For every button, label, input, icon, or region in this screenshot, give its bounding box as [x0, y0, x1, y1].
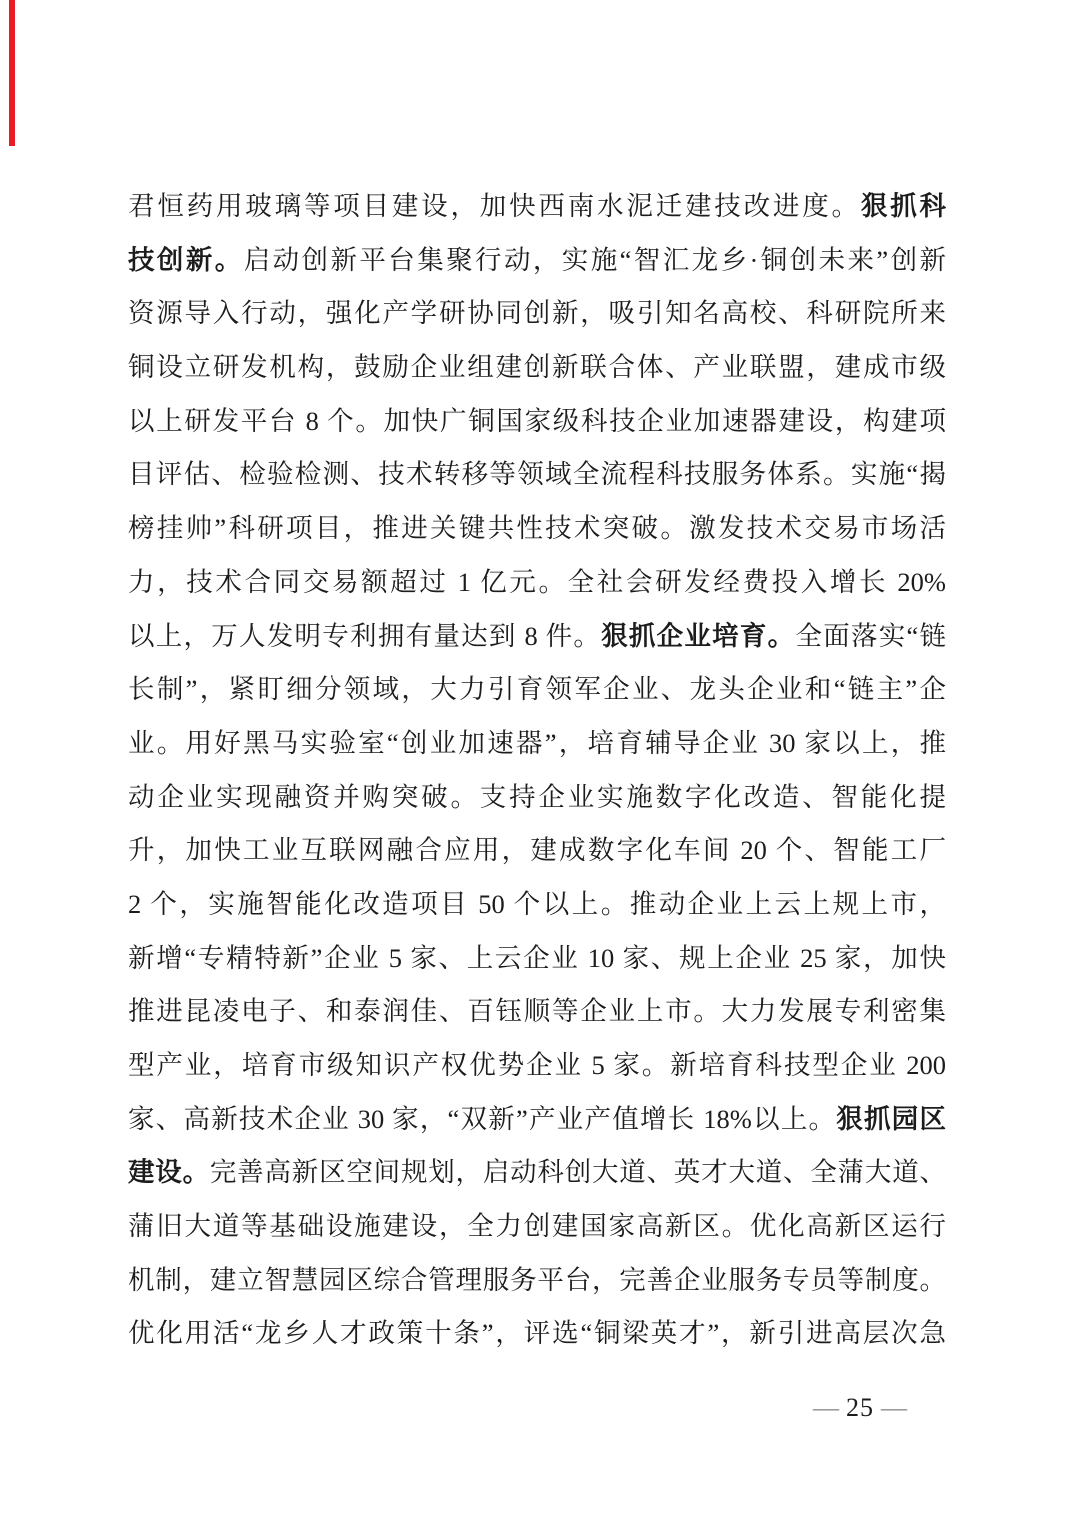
text-run: 业。用好黑马实验室“创业加速器”，培育辅导企业 30 家以上，推 [128, 727, 946, 758]
text-run: 以上，万人发明专利拥有量达到 8 件。 [128, 620, 602, 651]
text-run: 力，技术合同交易额超过 1 亿元。全社会研发经费投入增长 20% [128, 566, 946, 597]
text-run: 资源导入行动，强化产学研协同创新，吸引知名高校、科研院所来 [128, 298, 946, 329]
text-run: 君恒药用玻璃等项目建设，加快西南水泥迁建技改进度。 [128, 191, 861, 221]
text-line [128, 180, 946, 234]
text-run: 家、高新技术企业 30 家，“双新”产业产值增长 18%以上。 [128, 1103, 837, 1134]
text-line [128, 1307, 946, 1361]
text-line [128, 1093, 946, 1147]
text-run: 长制”，紧盯细分领域，大力引育领军企业、龙头企业和“链主”企 [128, 674, 946, 705]
page-footer [798, 1388, 922, 1428]
bold-heading-run: 狠抓科 [860, 191, 947, 221]
text-line [128, 771, 946, 825]
text-run: 2 个，实施智能化改造项目 50 个以上。推动企业上云上规上市， [128, 888, 946, 919]
text-run: 动企业实现融资并购突破。支持企业实施数字化改造、智能化提 [128, 781, 946, 812]
text-line [128, 663, 946, 717]
text-line [128, 824, 946, 878]
text-run: 蒲旧大道等基础设施建设，全力创建国家高新区。优化高新区运行 [128, 1211, 946, 1242]
text-run: 新增“专精特新”企业 5 家、上云企业 10 家、规上企业 25 家，加快 [128, 942, 946, 973]
text-run: 优化用活“龙乡人才政策十条”，评选“铜梁英才”，新引进高层次急 [128, 1318, 946, 1349]
text-line [128, 341, 946, 395]
text-line [128, 395, 946, 449]
bold-heading-run: 技创新。 [128, 244, 244, 275]
text-run: 榜挂帅”科研项目，推进关键共性技术突破。激发技术交易市场活 [128, 513, 946, 544]
text-run: 完善高新区空间规划，启动科创大道、英才大道、全蒲大道、 [209, 1157, 947, 1188]
text-run: 型产业，培育市级知识产权优势企业 5 家。新培育科技型企业 200 [128, 1050, 946, 1080]
text-line [128, 1039, 946, 1093]
text-line [128, 985, 946, 1039]
bold-heading-run: 建设。 [128, 1157, 210, 1188]
text-line [128, 1146, 946, 1200]
text-line [128, 610, 946, 664]
text-run: 铜设立研发机构，鼓励企业组建创新联合体、产业联盟，建成市级 [128, 352, 946, 383]
red-margin-mark [9, 0, 15, 146]
text-run: 目评估、检验检测、技术转移等领域全流程科技服务体系。实施“揭 [128, 459, 946, 490]
text-run: 启动创新平台集聚行动，实施“智汇龙乡·铜创未来”创新 [243, 244, 947, 275]
text-line [128, 556, 946, 610]
text-run: 推进昆凌电子、和泰润佳、百钰顺等企业上市。大力发展专利密集 [128, 996, 946, 1027]
text-run: 升，加快工业互联网融合应用，建成数字化车间 20 个、智能工厂 [128, 835, 946, 866]
text-line [128, 1254, 946, 1308]
text-line [128, 1200, 946, 1254]
document-body [128, 180, 946, 1361]
text-line [128, 717, 946, 771]
text-line [128, 234, 946, 288]
text-line [128, 878, 946, 932]
text-line [128, 287, 946, 341]
text-run: 机制，建立智慧园区综合管理服务平台，完善企业服务专员等制度。 [128, 1264, 946, 1295]
text-run: 以上研发平台 8 个。加快广铜国家级科技企业加速器建设，构建项 [128, 405, 946, 436]
text-line [128, 932, 946, 986]
footer-right-dash: — [881, 1393, 907, 1422]
text-run: 全面落实“链 [795, 620, 947, 651]
text-line [128, 502, 946, 556]
bold-heading-run: 狠抓园区 [836, 1103, 946, 1134]
page-number: 25 [846, 1393, 874, 1422]
footer-left-dash: — [813, 1393, 839, 1422]
text-line [128, 448, 946, 502]
bold-heading-run: 狠抓企业培育。 [601, 620, 796, 651]
